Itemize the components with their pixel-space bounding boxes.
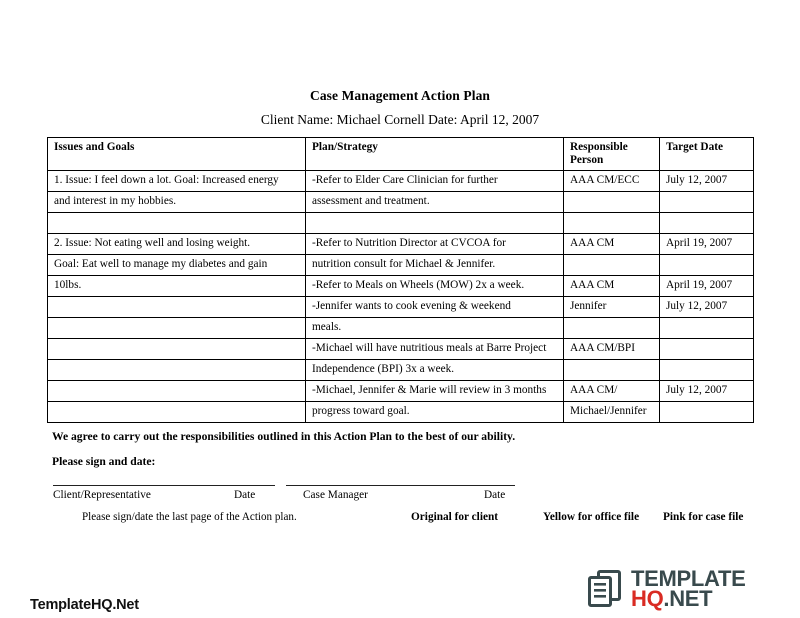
table-row <box>48 170 754 191</box>
table-row <box>48 296 754 317</box>
cell-plan-strategy: -Refer to Nutrition Director at CVCOA for <box>306 233 564 254</box>
brand-text-mark: TemplateHQ.Net <box>30 597 139 613</box>
cell-plan-strategy: progress toward goal. <box>306 401 564 422</box>
logo-word-net: .NET <box>663 586 713 611</box>
distribution-original-for-client: Original for client <box>411 511 499 523</box>
cell-issues-and-goals <box>48 380 306 401</box>
table-row <box>48 317 754 338</box>
cell-plan-strategy: meals. <box>306 317 564 338</box>
column-header-target-date: Target Date <box>660 138 754 171</box>
cell-responsible-person: AAA CM <box>564 275 660 296</box>
action-plan-table <box>47 137 754 423</box>
cell-issues-and-goals: and interest in my hobbies. <box>48 191 306 212</box>
cell-target-date: April 19, 2007 <box>660 275 754 296</box>
cell-plan-strategy: -Refer to Elder Care Clinician for further <box>306 170 564 191</box>
cell-responsible-person: AAA CM/BPI <box>564 338 660 359</box>
table-row <box>48 359 754 380</box>
cell-issues-and-goals: 1. Issue: I feel down a lot. Goal: Increased energy <box>48 170 306 191</box>
table-header <box>48 138 754 171</box>
cell-responsible-person: AAA CM/ <box>564 380 660 401</box>
cell-plan-strategy: -Jennifer wants to cook evening & weekend <box>306 296 564 317</box>
cell-issues-and-goals <box>48 212 306 233</box>
column-header-issues-and-goals: Issues and Goals <box>48 138 306 171</box>
cell-issues-and-goals <box>48 296 306 317</box>
sign-and-date-prompt: Please sign and date: <box>52 455 156 468</box>
cell-plan-strategy: nutrition consult for Michael & Jennifer. <box>306 254 564 275</box>
logo-word-hq-net <box>631 586 746 611</box>
table-row <box>48 233 754 254</box>
cell-target-date <box>660 359 754 380</box>
cell-issues-and-goals: Goal: Eat well to manage my diabetes and gain <box>48 254 306 275</box>
cell-responsible-person: Jennifer <box>564 296 660 317</box>
cell-responsible-person <box>564 317 660 338</box>
table-row <box>48 401 754 422</box>
cell-plan-strategy <box>306 212 564 233</box>
table-row <box>48 275 754 296</box>
cell-target-date <box>660 401 754 422</box>
column-header-plan-strategy: Plan/Strategy <box>306 138 564 171</box>
table-row <box>48 254 754 275</box>
distribution-pink-case-file: Pink for case file <box>663 511 744 523</box>
cell-target-date <box>660 191 754 212</box>
responsible-person-line2: Person <box>570 153 604 166</box>
signature-line-client[interactable] <box>53 485 275 486</box>
cell-target-date <box>660 317 754 338</box>
cell-target-date: July 12, 2007 <box>660 170 754 191</box>
cell-target-date <box>660 338 754 359</box>
cell-issues-and-goals <box>48 338 306 359</box>
cell-responsible-person <box>564 254 660 275</box>
signature-line-case-manager[interactable] <box>286 485 515 486</box>
action-plan-table-wrapper <box>47 137 753 423</box>
cell-responsible-person: AAA CM <box>564 233 660 254</box>
cell-issues-and-goals <box>48 317 306 338</box>
table-row <box>48 191 754 212</box>
cell-plan-strategy: -Refer to Meals on Wheels (MOW) 2x a week. <box>306 275 564 296</box>
cell-target-date: April 19, 2007 <box>660 233 754 254</box>
cell-issues-and-goals: 10lbs. <box>48 275 306 296</box>
distribution-yellow-office-file: Yellow for office file <box>543 511 640 523</box>
column-header-responsible-person <box>564 138 660 171</box>
cell-plan-strategy: Independence (BPI) 3x a week. <box>306 359 564 380</box>
cell-target-date <box>660 212 754 233</box>
cell-plan-strategy: assessment and treatment. <box>306 191 564 212</box>
cell-plan-strategy: -Michael, Jennifer & Marie will review in 3 months <box>306 380 564 401</box>
cell-issues-and-goals <box>48 401 306 422</box>
cell-issues-and-goals: 2. Issue: Not eating well and losing weight. <box>48 233 306 254</box>
table-header-row <box>48 138 754 171</box>
cell-plan-strategy: -Michael will have nutritious meals at Barre Project <box>306 338 564 359</box>
table-row <box>48 380 754 401</box>
signature-label-case-manager: Case Manager <box>303 489 368 501</box>
cell-responsible-person: Michael/Jennifer <box>564 401 660 422</box>
signature-label-client: Client/Representative <box>53 489 151 501</box>
cell-responsible-person <box>564 191 660 212</box>
cell-target-date <box>660 254 754 275</box>
cell-target-date: July 12, 2007 <box>660 296 754 317</box>
cell-issues-and-goals <box>48 359 306 380</box>
cell-responsible-person <box>564 212 660 233</box>
cell-responsible-person <box>564 359 660 380</box>
agreement-statement: We agree to carry out the responsibilities outlined in this Action Plan to the best of our ability. <box>52 430 516 443</box>
signature-label-date-manager: Date <box>484 489 506 501</box>
footer-sign-note: Please sign/date the last page of the Action plan. <box>82 511 297 523</box>
stacked-documents-icon <box>586 569 624 609</box>
logo-wordmark <box>631 565 746 611</box>
page-title: Case Management Action Plan <box>309 88 491 103</box>
logo-word-template: TEMPLATE <box>631 565 746 591</box>
templatehq-logo <box>586 565 746 611</box>
table-row <box>48 212 754 233</box>
responsible-person-line1: Responsible <box>570 141 628 153</box>
signature-label-date-client: Date <box>234 489 256 501</box>
client-info-line: Client Name: Michael Cornell Date: April 12, 2007 <box>260 112 540 127</box>
cell-responsible-person: AAA CM/ECC <box>564 170 660 191</box>
logo-word-hq: HQ <box>631 586 664 611</box>
table-row <box>48 338 754 359</box>
table-body <box>48 170 754 422</box>
cell-target-date: July 12, 2007 <box>660 380 754 401</box>
